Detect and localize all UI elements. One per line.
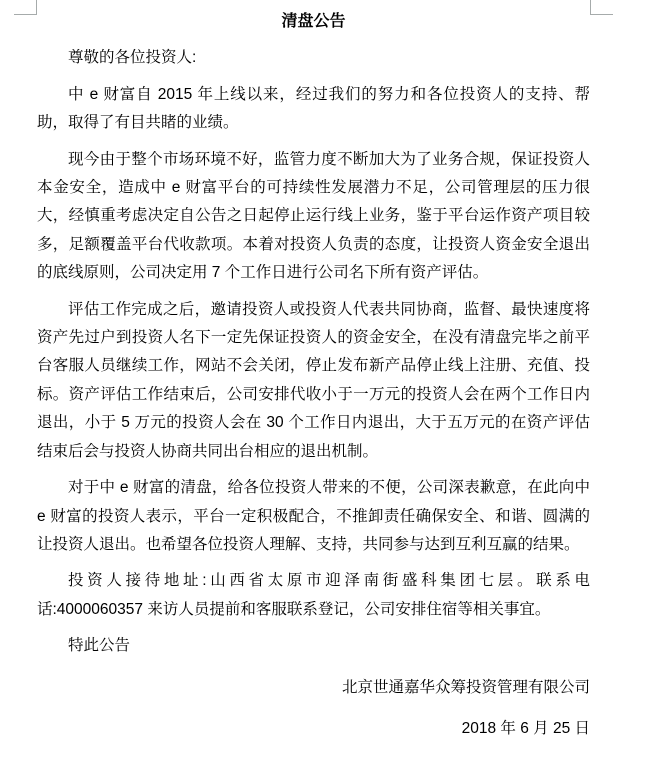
text-boundary-mark-top-right [590, 0, 613, 15]
paragraph-contact-info: 投资人接待地址:山西省太原市迎泽南街盛科集团七层。联系电话:4000060357 来访人员提前和客服联系登记，公司安排住宿等相关事宜。 [37, 572, 590, 618]
paragraph-assessment-plan: 评估工作完成之后，邀请投资人或投资人代表共同协商，监督、最快速度将资产先过户到投资人名下一定先保证投资人的资金安全，在没有清盘完毕之前平台客服人员继续工作，网站不会关闭，停止发布新产品停止线上注册、充值、投标。资产评估工作结束后，公司安排代收小于一万元的投资人会在两个工作日内退出，小于 5 万元的投资人会在 30 个工作日内退出，大于五万元的在资产评估结束后会与投资人协商共同出台相应的退出机制。 [37, 300, 590, 460]
salutation: 尊敬的各位投资人: [68, 49, 197, 67]
paragraph-apology: 对于中 e 财富的清盘，给各位投资人带来的不便，公司深表歉意，在此向中 e 财富的投资人表示，平台一定积极配合，不推卸责任确保安全、和谐、圆满的让投资人退出。也希望各位投资人理解、支持，共同参与达到互利互赢的结果。 [37, 479, 590, 553]
text-boundary-mark-top-left [14, 0, 37, 15]
closing-statement: 特此公告 [68, 637, 131, 655]
announcement-date: 2018 年 6 月 25 日 [461, 719, 590, 737]
paragraph-intro: 中 e 财富自 2015 年上线以来，经过我们的努力和各位投资人的支持、帮助，取得了有目共睹的业绩。 [37, 85, 590, 132]
paragraph-reason: 现今由于整个市场环境不好，监管力度不断加大为了业务合规，保证投资人本金安全，造成中 e 财富平台的可持续性发展潜力不足，公司管理层的压力很大，经慎重考虑决定自公告之日起停止运行线上业务，鉴于平台运作资产项目较多，足额覆盖平台代收款项。本着对投资人负责的态度，让投资人资金安全退出的底线原则，公司决定用 7 个工作日进行公司名下所有资产评估。 [37, 150, 590, 282]
company-signature: 北京世通嘉华众筹投资管理有限公司 [341, 678, 590, 696]
document-body [37, 8, 590, 743]
page-title: 清盘公告 [281, 13, 346, 30]
